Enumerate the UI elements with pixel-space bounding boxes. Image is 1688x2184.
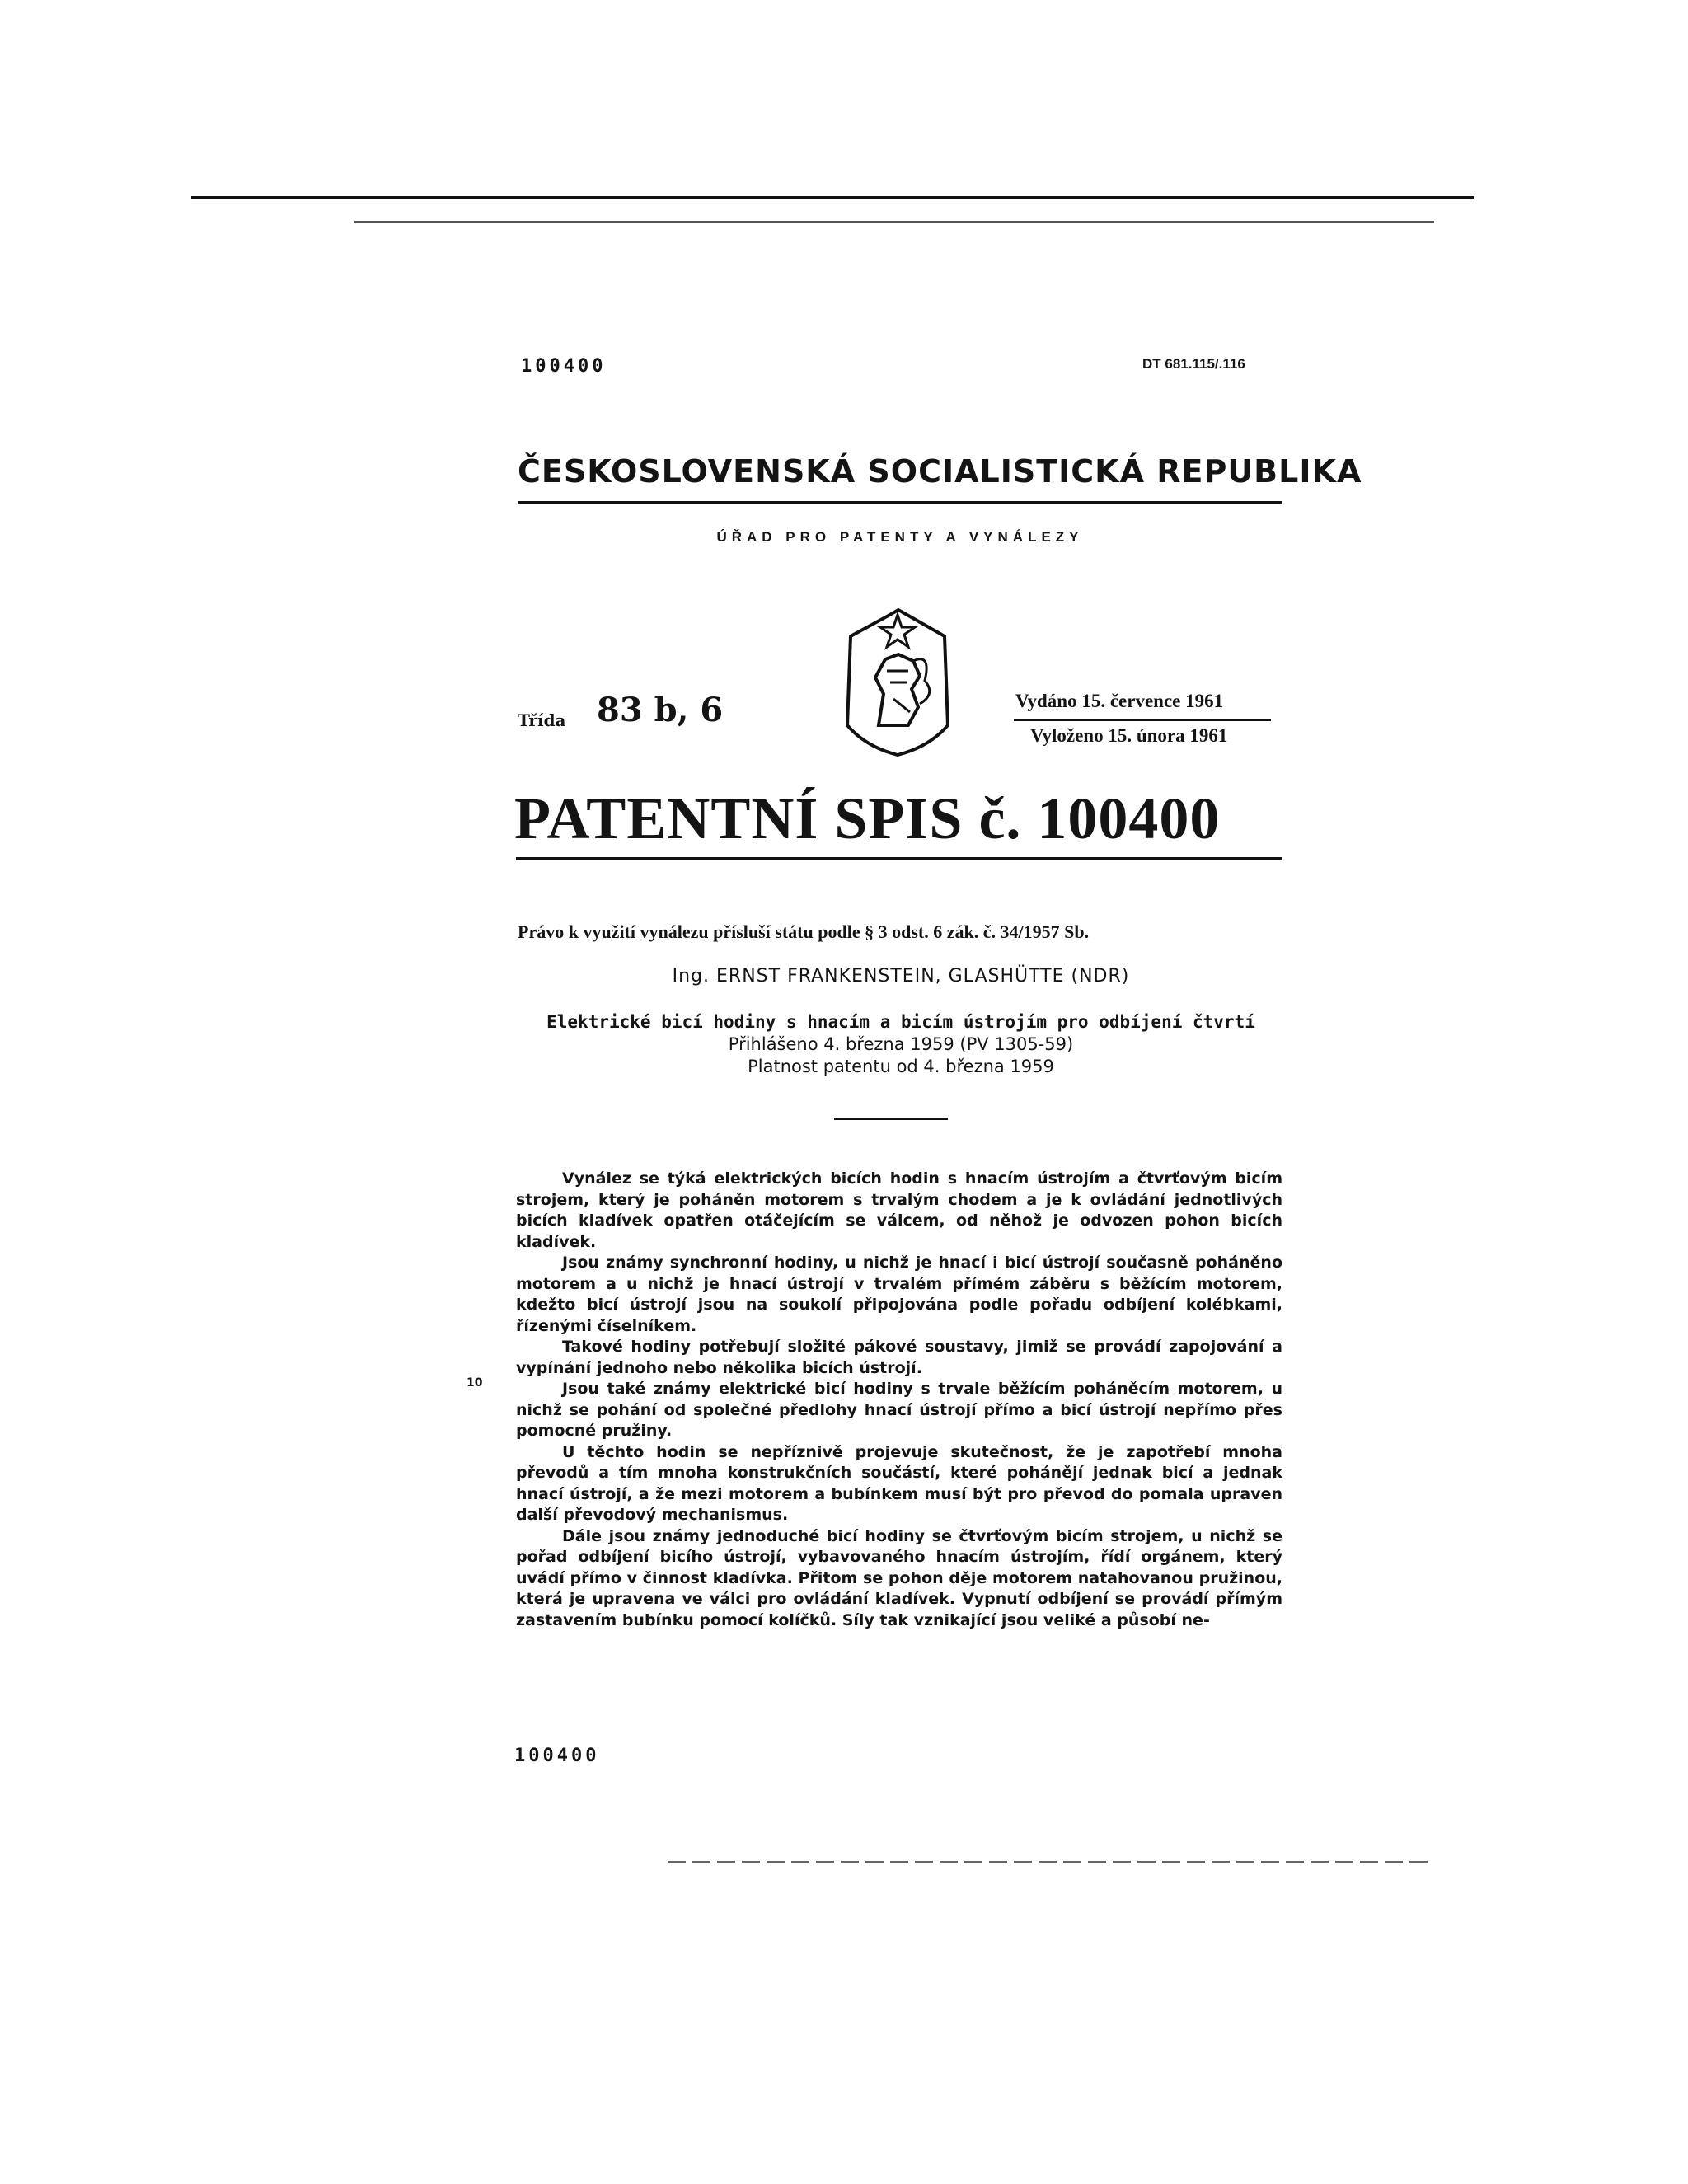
- scan-edge-line-bottom: [668, 1861, 1434, 1863]
- scan-edge-line: [354, 221, 1434, 223]
- class-value: 83 b, 6: [597, 691, 724, 729]
- country-heading-rule: [518, 501, 1282, 504]
- document-number-bottom: 100400: [514, 1746, 600, 1766]
- paragraph: U těchto hodin se nepříznivě projevuje skutečnost, že je zapotřebí mnoha převodů a tím mnoha konstrukčních součástí, které pohánějí jednak bicí a jednak hnací ústrojí, a že mezi motorem a bubínkem musí být pro převod do pomala upraven další převodový mechanismus.: [516, 1442, 1282, 1524]
- issued-date: Vydáno 15. července 1961: [1015, 691, 1224, 711]
- paragraph: Takové hodiny potřebují složité pákové soustavy, jimiž se provádí zapojování a vypínání jednoho nebo několika bicích ústrojí.: [516, 1338, 1282, 1377]
- validity-info: Platnost patentu od 4. března 1959: [748, 1057, 1054, 1076]
- line-number-margin: 10: [467, 1376, 483, 1390]
- invention-title: Elektrické bicí hodiny s hnacím a bicím ústrojím pro odbíjení čtvrtí: [546, 1012, 1255, 1032]
- filing-info: Přihlášeno 4. března 1959 (PV 1305-59): [728, 1034, 1074, 1054]
- patent-title: PATENTNÍ SPIS č. 100400: [514, 785, 1221, 851]
- state-emblem-icon: [839, 602, 956, 758]
- class-label: Třída: [518, 710, 566, 730]
- top-border-line: [191, 196, 1474, 199]
- section-divider: [834, 1118, 948, 1120]
- paragraph: Jsou známy synchronní hodiny, u nichž je hnací i bicí ústrojí současně poháněno motorem a u nichž je hnací ústrojí v trvalém přímém záběru s běžícím motorem, kdežto bicí ústrojí jsou na soukolí připojována podle pořadu odbíjení kolébkami, řízenými číselníkem.: [516, 1254, 1282, 1335]
- paragraph: Jsou také známy elektrické bicí hodiny s trvale běžícím poháněcím motorem, u nichž se pohání od společné předlohy hnací ústrojí přímo a bicí ústrojí nepřímo přes pomocné pružiny.: [516, 1380, 1282, 1440]
- paragraph: Dále jsou známy jednoduché bicí hodiny se čtvrťovým bicím strojem, u nichž se pořad odbíjení bicího ústrojí, vybavovaného hnacím ústrojím, řídí orgánem, který uvádí přímo v činnost kladívka. Přitom se pohon děje motorem natahovanou pružinou, která je upravena ve válci pro ovládání kladívek. Vypnutí odbíjení se provádí přímým zastavením bubínku pomocí kolíčků. Síly tak vznikající jsou veliké a působí ne-: [516, 1526, 1282, 1629]
- dt-classification-code: DT 681.115/.116: [1142, 356, 1245, 372]
- patent-office-name: ÚŘAD PRO PATENTY A VYNÁLEZY: [716, 529, 1084, 545]
- paragraph: Vynález se týká elektrických bicích hodin s hnacím ústrojím a čtvrťovým bicím strojem, který je poháněn motorem s trvalým chodem a je k ovládání jednotlivých bicích kladívek opatřen otáčejícím se válcem, od něhož je odvozen pohon bicích kladívek.: [516, 1169, 1282, 1251]
- inventor-name: Ing. ERNST FRANKENSTEIN, GLASHÜTTE (NDR): [672, 966, 1130, 987]
- country-heading: ČESKOSLOVENSKÁ SOCIALISTICKÁ REPUBLIKA: [518, 453, 1362, 490]
- dates-divider: [1014, 719, 1271, 721]
- rights-statement: Právo k využití vynálezu přísluší státu podle § 3 odst. 6 zák. č. 34/1957 Sb.: [518, 921, 1090, 942]
- document-number-top: 100400: [521, 356, 607, 377]
- description-body: [516, 1169, 1282, 1631]
- patent-title-rule: [516, 857, 1282, 860]
- laid-open-date: Vyloženo 15. února 1961: [1030, 725, 1228, 746]
